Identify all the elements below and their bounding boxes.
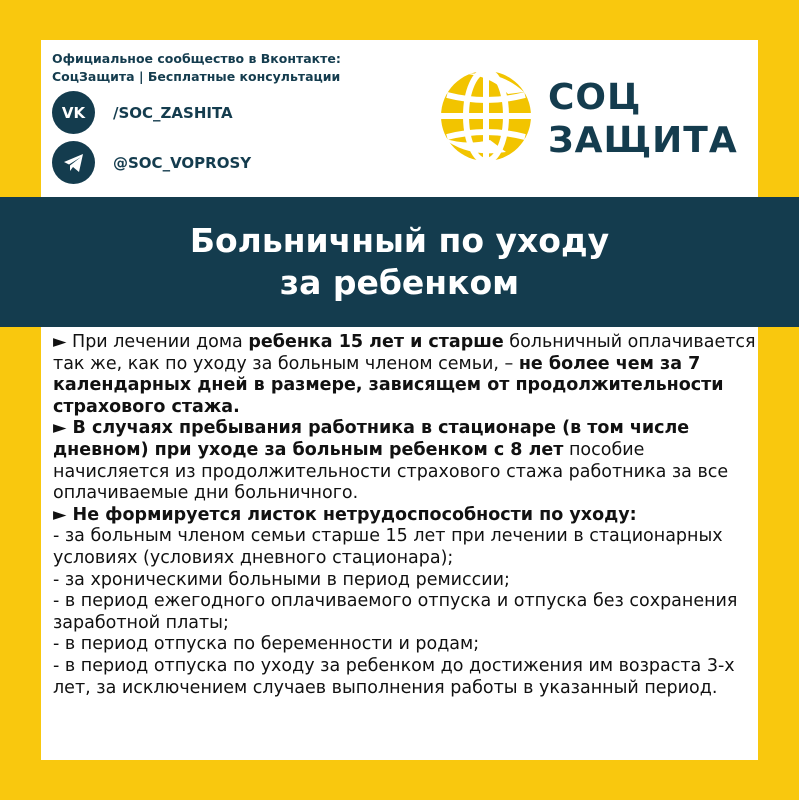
page-title-line2: за ребенком [279,263,520,302]
paragraph-text: больничный оплачивается так же, как по уходу за больным членом семьи, – [53,332,756,374]
list-item: - за хроническими больными в период ремиссии; [53,569,510,590]
vk-link[interactable] [52,91,233,134]
paragraph-text: При лечении дома [66,332,249,352]
brand-line2: ЗАЩИТА [548,120,738,161]
bullet-marker: ► [53,332,67,352]
paragraph-not-issued [53,505,758,527]
paragraph-child-over-15 [53,332,758,418]
telegram-icon [52,141,95,184]
list-item: - в период отпуска по уходу за ребенком до достижения им возраста 3-х лет, за исключением случаев выполнения работы в указанный период. [53,655,735,698]
paragraph-text: пособие начисляется из продолжительности страхового стажа работника за все оплачиваемые дни больничного. [53,439,729,504]
paragraph-bold: не более чем за 7 календарных дней в размере, зависящем от продолжительности страхового стажа. [53,353,724,417]
paragraph-bold: В случаях пребывания работника в стационаре (в том числе дневном) при уходе за больным ребенком с 8 лет [53,418,690,460]
article-body [53,332,758,699]
list-item: - в период отпуска по беременности и родам; [53,634,480,655]
globe-logo-icon [438,68,534,164]
page-title-line1: Больничный по уходу [189,221,610,260]
community-caption-line2: СоцЗащита | Бесплатные консультации [52,69,341,84]
list-item: - за больным членом семьи старше 15 лет при лечении в стационарных условиях (условиях дневного стационара); [53,526,723,568]
paragraph-hospital-stay [53,418,758,504]
telegram-link[interactable] [52,141,251,184]
bullet-marker: ► [53,418,67,439]
community-caption-line1: Официальное сообщество в Вконтакте: [52,51,341,66]
paragraph-bold: ребенка 15 лет и старше [248,332,504,352]
telegram-handle: @SOC_VOPROSY [113,153,252,172]
brand-wordmark [548,76,738,162]
community-caption [52,50,341,86]
paragraph-bold: Не формируется листок нетрудоспособности по уходу: [66,504,637,525]
vk-icon [52,91,95,134]
vk-handle: /SOC_ZASHITA [113,103,233,122]
bullet-marker: ► [53,504,67,525]
vk-icon-glyph: VK [61,103,86,122]
brand-line1: СОЦ [548,77,642,118]
page-title [190,220,609,304]
title-banner [0,197,799,327]
list-item: - в период ежегодного оплачиваемого отпуска и отпуска без сохранения заработной платы; [53,591,738,633]
